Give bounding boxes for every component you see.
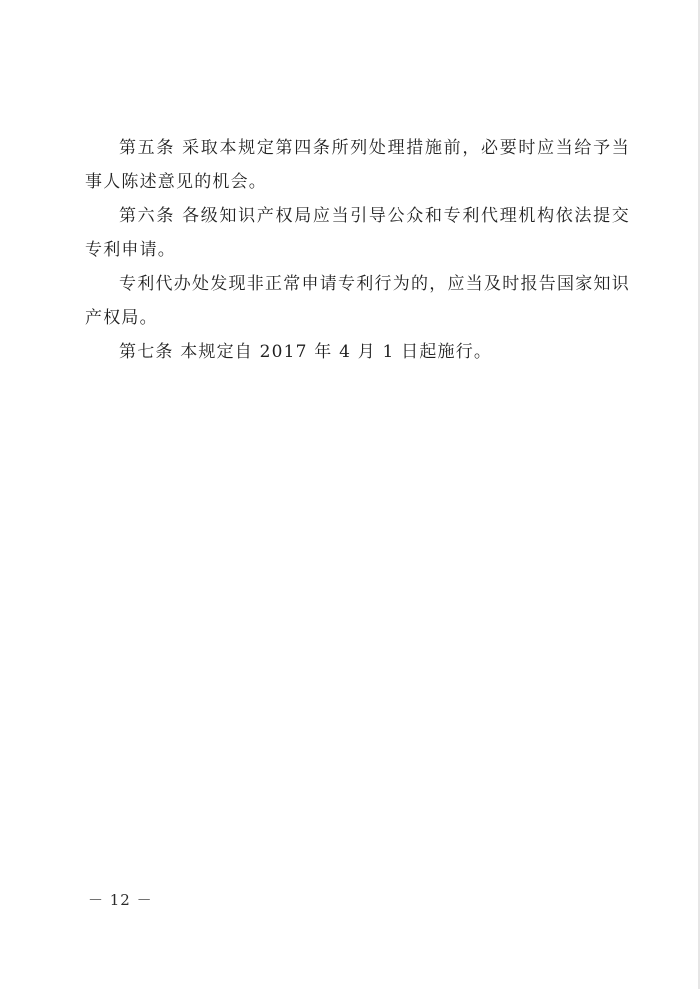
article-7-paragraph: 第七条 本规定自 2017 年 4 月 1 日起施行。 xyxy=(119,342,493,362)
agency-report-paragraph: 专利代办处发现非正常申请专利行为的，应当及时报告国家知识产权局。 xyxy=(85,274,630,328)
page-number: － 12 － xyxy=(88,891,153,909)
article-5-paragraph: 第五条 采取本规定第四条所列处理措施前，必要时应当给予当事人陈述意见的机会。 xyxy=(85,138,630,192)
article-6-paragraph: 第六条 各级知识产权局应当引导公众和专利代理机构依法提交专利申请。 xyxy=(85,206,630,260)
document-body xyxy=(85,131,630,369)
